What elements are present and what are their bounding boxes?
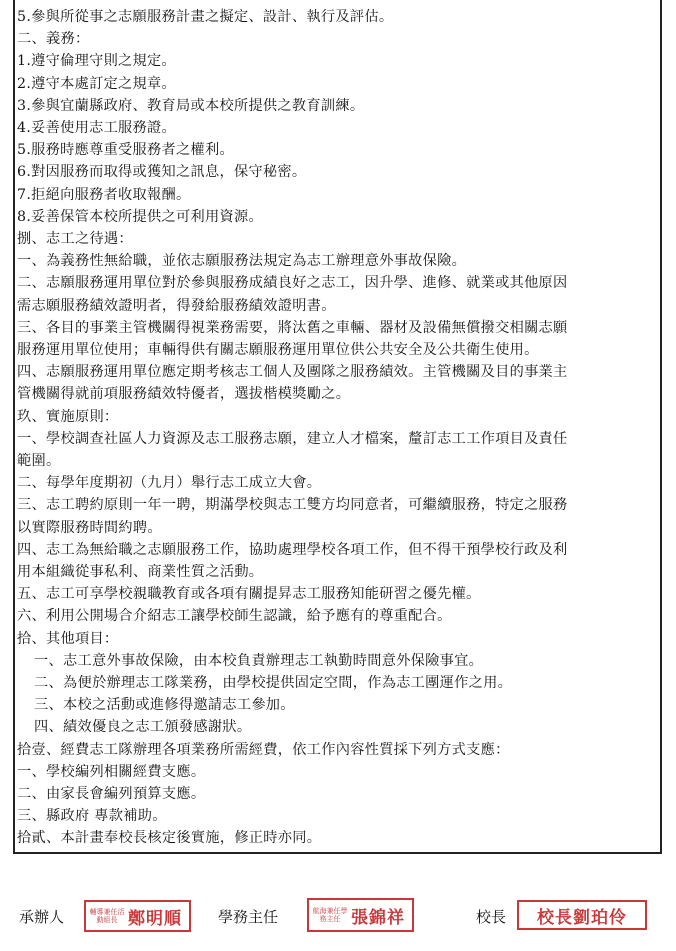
director-label: 學務主任	[218, 908, 279, 926]
principal-stamp	[517, 900, 647, 930]
text-line: 1.遵守倫理守則之規定。	[17, 53, 177, 70]
text-line: 拾貳、本計畫奉校長核定後實施，修正時亦同。	[17, 830, 322, 847]
text-line: 一、學校編列相關經費支應。	[17, 763, 206, 780]
text-line: 服務運用單位使用；車輛得供有關志願服務運用單位供公共安全及公共衛生使用。	[17, 342, 539, 358]
principal-label: 校長	[476, 908, 507, 926]
text-line: 6.對因服務而取得或獲知之訊息，保守秘密。	[17, 164, 307, 181]
text-line: 範圍。	[17, 453, 61, 469]
text-line: 二、每學年度期初（九月）舉行志工成立大會。	[17, 475, 322, 492]
text-line: 三、各目的事業主管機關得視業務需要，將汰舊之車輛、器材及設備無償撥交相關志願	[17, 319, 568, 336]
text-line: 一、為義務性無給職，並依志願服務法規定為志工辦理意外事故保險。	[17, 253, 467, 270]
text-line: 三、縣政府 專款補助。	[17, 808, 167, 825]
text-line: 五、志工可享學校親職教育或各項有關提昇志工服務知能研習之優先權。	[17, 586, 481, 603]
text-line: 管機關得就前項服務績效特優者，選拔楷模獎勵之。	[17, 386, 351, 403]
director-stamp-name: 張錦祥	[351, 907, 405, 928]
director-stamp	[307, 898, 414, 932]
handler-label: 承辦人	[19, 908, 65, 926]
text-line: 3.參與宜蘭縣政府、教育局或本校所提供之教育訓練。	[17, 97, 365, 114]
text-line: 以實際服務時間約聘。	[17, 519, 162, 536]
handler-stamp-name: 鄭明順	[128, 908, 182, 929]
text-line: 二、義務：	[17, 31, 90, 48]
text-line: 5.服務時應尊重受服務者之權利。	[17, 142, 234, 159]
text-line: 拾壹、經費志工隊辦理各項業務所需經費，依工作內容性質採下列方式支應：	[17, 741, 510, 758]
text-line: 需志願服務績效證明者，得發給服務績效證明書。	[17, 297, 336, 314]
text-line: 四、志工為無給職之志願服務工作，協助處理學校各項工作，但不得干預學校行政及利	[17, 541, 568, 558]
director-stamp-title: 航海兼任學務主任	[312, 907, 348, 923]
handler-stamp-title: 輔導兼任活動組長	[89, 908, 125, 924]
text-line: 7.拒絕向服務者收取報酬。	[17, 186, 191, 203]
text-line: 二、志願服務運用單位對於參與服務成績良好之志工，因升學、進修、就業或其他原因	[17, 275, 568, 292]
bottom-border	[13, 852, 662, 854]
text-line: 一、學校調查社區人力資源及志工服務志願，建立人才檔案，釐訂志工工作項目及責任	[17, 430, 568, 447]
text-line: 捌、志工之待遇：	[17, 231, 133, 247]
right-border	[660, 0, 662, 854]
text-line: 二、為便於辦理志工隊業務，由學校提供固定空間，作為志工團運作之用。	[34, 675, 513, 691]
left-border	[13, 0, 15, 854]
text-line: 玖、實施原則：	[17, 408, 119, 425]
text-line: 一、志工意外事故保險，由本校負責辦理志工執勤時間意外保險事宜。	[34, 652, 484, 669]
text-line: 六、利用公開場合介紹志工讓學校師生認識，給予應有的尊重配合。	[17, 608, 452, 625]
text-line: 二、由家長會編列預算支應。	[17, 786, 206, 802]
text-line: 三、本校之活動或進修得邀請志工參加。	[34, 697, 295, 714]
text-line: 5.參與所從事之志願服務計畫之擬定、設計、執行及評估。	[17, 9, 394, 25]
principal-stamp-text: 校長劉珀伶	[537, 907, 627, 928]
text-line: 4.妥善使用志工服務證。	[17, 120, 177, 136]
text-line: 用本組織從事私利、商業性質之活動。	[17, 564, 264, 580]
text-line: 四、志願服務運用單位應定期考核志工個人及團隊之服務績效。主管機關及目的事業主	[17, 364, 568, 381]
handler-stamp	[84, 900, 191, 932]
text-line: 2.遵守本處訂定之規章。	[17, 75, 177, 92]
text-line: 四、績效優良之志工頒發感謝狀。	[34, 719, 252, 736]
text-line: 8.妥善保管本校所提供之可利用資源。	[17, 208, 263, 225]
text-line: 拾、其他項目：	[17, 630, 119, 647]
text-line: 三、志工聘約原則一年一聘，期滿學校與志工雙方均同意者，可繼續服務，特定之服務	[17, 497, 568, 514]
